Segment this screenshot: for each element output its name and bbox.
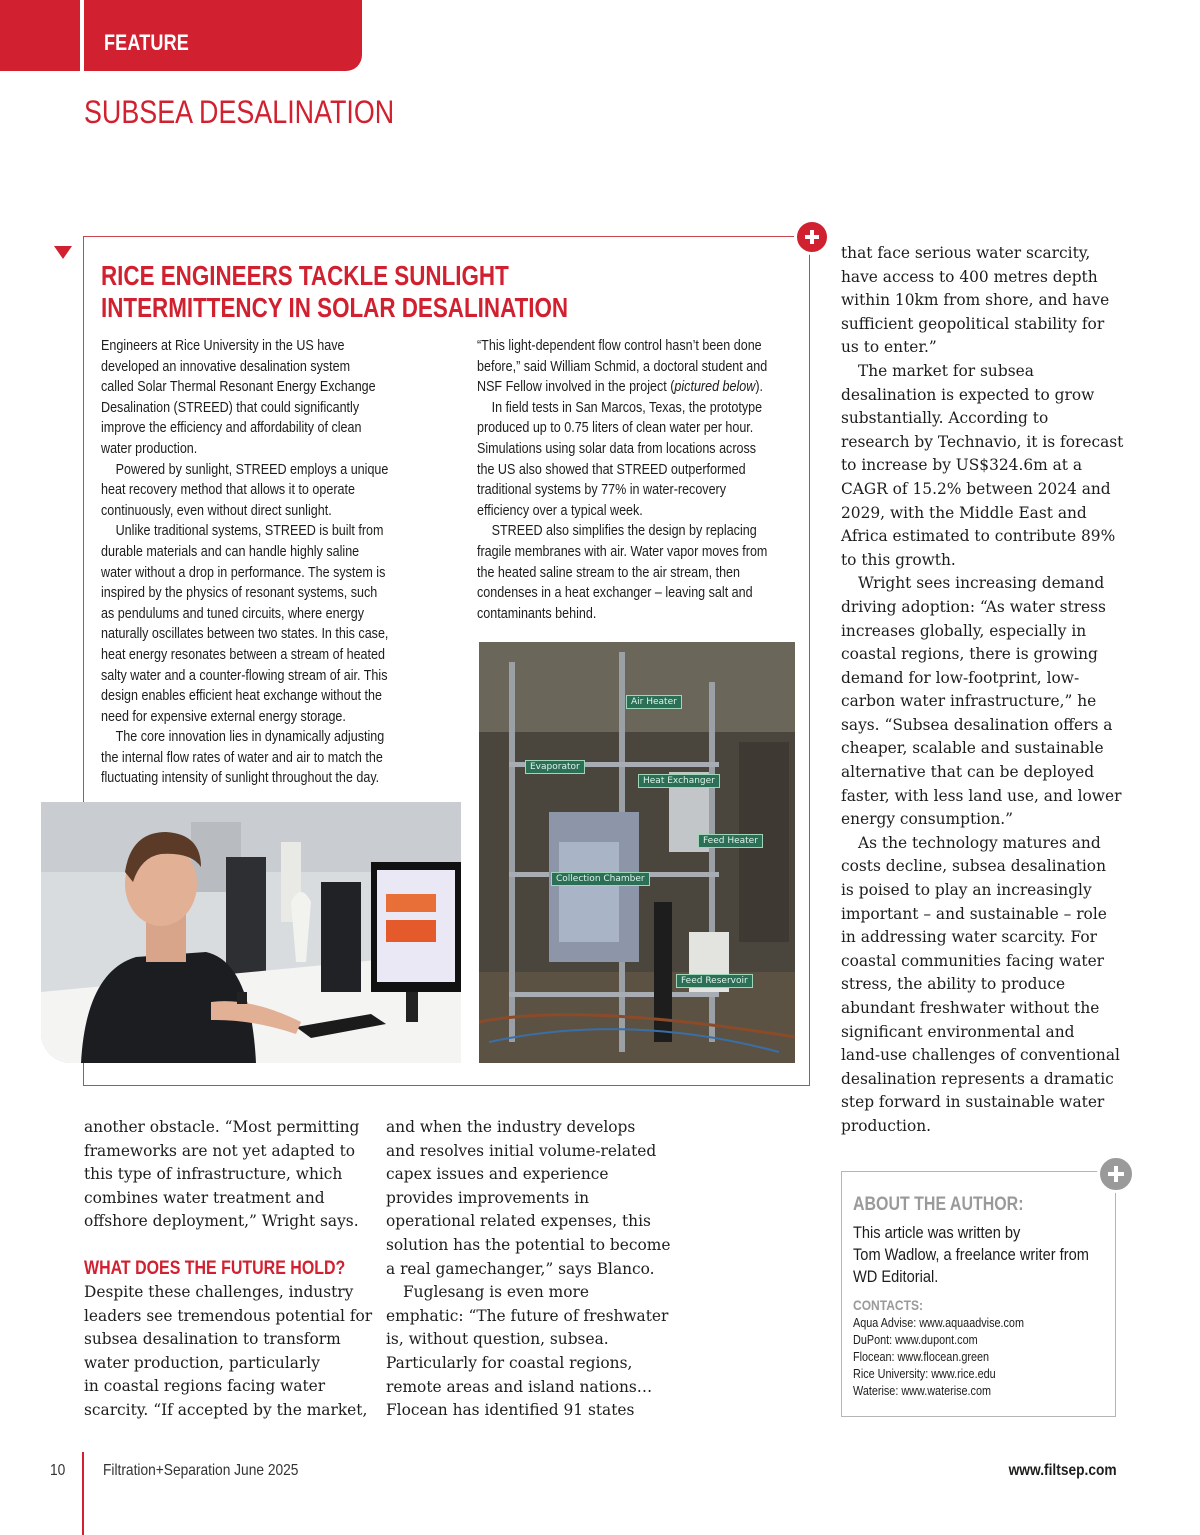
text-line: design enables efficient heat exchange without the <box>101 688 382 705</box>
text-line: naturally oscillates between two states. In this case, <box>101 626 389 643</box>
text-line: emphatic: “The future of freshwater <box>386 1306 669 1325</box>
text-line: salty water and a counter-flowing stream of air. This <box>101 667 388 684</box>
text-line: combines water treatment and <box>84 1188 325 1207</box>
body-column-3 <box>841 242 1123 1139</box>
contact-item: Aqua Advise: www.aquaadvise.com <box>853 1316 1024 1330</box>
body-column-1-bottom <box>84 1281 372 1423</box>
text-line: to this growth. <box>841 550 956 569</box>
body-column-2 <box>386 1116 670 1423</box>
text-line: Fuglesang is even more <box>403 1283 589 1302</box>
tab-divider <box>80 0 84 71</box>
text-line: contaminants behind. <box>477 605 597 622</box>
text-line: is, without question, subsea. <box>386 1330 609 1349</box>
subhead-future: WHAT DOES THE FUTURE HOLD? <box>84 1258 346 1279</box>
sidebar-headline <box>101 260 568 324</box>
text-line: As the technology matures and <box>858 833 1101 852</box>
author-line: Tom Wadlow, a freelance writer from <box>853 1245 1089 1264</box>
page-number: 10 <box>50 1462 66 1479</box>
headline-line: RICE ENGINEERS TACKLE SUNLIGHT <box>101 260 509 291</box>
text-line: cheaper, scalable and sustainable <box>841 739 1104 758</box>
text-line: efficiency over a typical week. <box>477 502 643 519</box>
text-line: called Solar Thermal Resonant Energy Exchange <box>101 379 376 396</box>
text-line: operational related expenses, this <box>386 1212 651 1231</box>
text-line: alternative that can be deployed <box>841 763 1095 782</box>
text-line: significant environmental and <box>841 1022 1075 1041</box>
text-line: durable materials and can handle highly saline <box>101 543 360 560</box>
author-line: This article was written by <box>853 1223 1021 1242</box>
text-line: The core innovation lies in dynamically adjusting <box>115 729 385 746</box>
text-line: provides improvements in <box>386 1188 590 1207</box>
text-line: research by Technavio, it is forecast <box>841 432 1124 451</box>
text-line: the internal flow rates of water and air to match the <box>101 749 383 766</box>
text-line: energy consumption.” <box>841 810 1014 829</box>
text-line: as pendulums and tuned circuits, where energy <box>101 605 365 622</box>
box-marker-triangle-icon <box>54 246 72 259</box>
text-line: In field tests in San Marcos, Texas, the prototype <box>491 399 763 416</box>
text-line: the heated saline stream to the air stream, then <box>477 564 741 581</box>
contact-item: Waterise: www.waterise.com <box>853 1384 992 1398</box>
text-line: says. “Subsea desalination offers a <box>841 715 1113 734</box>
text-line: production. <box>841 1116 932 1135</box>
text-line: heat recovery method that allows it to operate <box>101 482 355 499</box>
contacts-title: CONTACTS: <box>853 1297 924 1313</box>
text-line: subsea desalination to transform <box>84 1330 341 1349</box>
text-line: fluctuating intensity of sunlight throughout the day. <box>101 770 380 787</box>
text-line: abundant freshwater without the <box>841 999 1100 1017</box>
text-line: 2029, with the Middle East and <box>841 503 1087 522</box>
text-line: remote areas and island nations… <box>386 1377 653 1396</box>
text-line: NSF Fellow involved in the project (pictured below). <box>477 379 764 396</box>
text-line: the US also showed that STREED outperformed <box>477 461 746 478</box>
text-line: us to enter.” <box>841 338 937 357</box>
text-line: demand for low-footprint, low- <box>841 668 1080 687</box>
text-line: substantially. According to <box>841 409 1049 428</box>
photo-streed-prototype <box>479 642 795 1063</box>
text-line: stress, the ability to produce <box>841 975 1066 994</box>
text-line: a real gamechanger,” says Blanco. <box>386 1259 655 1278</box>
text-line: Wright sees increasing demand <box>858 574 1105 593</box>
text-line: fragile membranes with air. Water vapor moves from <box>477 543 768 560</box>
text-line: inspired by the physics of resonant systems, such <box>101 585 378 602</box>
contacts-list <box>853 1315 1024 1400</box>
body-column-1-top <box>84 1116 359 1234</box>
text-line: continuously, even without direct sunlight. <box>101 502 332 519</box>
section-tag: FEATURE <box>104 30 189 55</box>
label-heat-exchanger: Heat Exchanger <box>638 774 720 788</box>
text-line: desalination is expected to grow <box>841 385 1095 404</box>
footer-divider <box>82 1452 84 1535</box>
about-author-title: ABOUT THE AUTHOR: <box>853 1194 1024 1215</box>
text-line: desalination represents a dramatic <box>841 1069 1114 1088</box>
text-line: is poised to play an increasingly <box>841 881 1092 900</box>
text-line: The market for subsea <box>858 361 1034 380</box>
label-feed-heater: Feed Heater <box>698 834 763 848</box>
text-line: offshore deployment,” Wright says. <box>84 1212 359 1231</box>
publication-name: Filtration+Separation June 2025 <box>103 1462 299 1479</box>
emphasis-text: pictured below <box>674 379 756 396</box>
text-line: this type of infrastructure, which <box>84 1165 343 1184</box>
author-line: WD Editorial. <box>853 1267 939 1286</box>
text-line: that face serious water scarcity, <box>841 244 1091 262</box>
researcher-photo-illustration <box>41 802 461 1063</box>
text-line: increases globally, especially in <box>841 621 1087 640</box>
text-line: another obstacle. “Most permitting <box>84 1118 360 1136</box>
text-line: scarcity. “If accepted by the market, <box>84 1400 368 1419</box>
label-evaporator: Evaporator <box>525 760 585 774</box>
about-author-text <box>853 1222 1089 1288</box>
photo-researcher-at-desk <box>41 802 461 1063</box>
text-line: solution has the potential to become <box>386 1235 671 1254</box>
text-line: driving adoption: “As water stress <box>841 597 1106 616</box>
text-line: carbon water infrastructure,” he <box>841 692 1097 711</box>
text-line: improve the efficiency and affordability of clean <box>101 420 362 437</box>
text-line: to increase by US$324.6m at a <box>841 456 1083 475</box>
contact-item: Flocean: www.flocean.green <box>853 1350 990 1364</box>
text-line: condenses in a heat exchanger – leaving salt and <box>477 585 753 602</box>
text-line: in coastal regions facing water <box>84 1377 326 1396</box>
text-line: Flocean has identified 91 states <box>386 1401 635 1420</box>
text-line: step forward in sustainable water <box>841 1093 1105 1112</box>
text-line: Powered by sunlight, STREED employs a unique <box>115 461 389 478</box>
text-line: Despite these challenges, industry <box>84 1283 354 1301</box>
text-line: leaders see tremendous potential for <box>84 1306 373 1325</box>
text-line: in addressing water scarcity. For <box>841 928 1098 947</box>
section-title: SUBSEA DESALINATION <box>84 94 395 130</box>
text-line: developed an innovative desalination system <box>101 358 351 375</box>
text-line: Desalination (STREED) that could significantly <box>101 399 360 416</box>
text-line: water production. <box>101 440 198 457</box>
label-air-heater: Air Heater <box>626 695 682 709</box>
text-line: Engineers at Rice University in the US have <box>101 338 345 354</box>
text-line: coastal regions, there is growing <box>841 645 1098 664</box>
text-line: traditional systems by 77% in water-recovery <box>477 482 727 499</box>
contact-item: DuPont: www.dupont.com <box>853 1333 978 1347</box>
label-feed-reservoir: Feed Reservoir <box>676 974 753 988</box>
text-line: land-use challenges of conventional <box>841 1046 1120 1065</box>
label-collection-chamber: Collection Chamber <box>551 872 650 886</box>
text-line: capex issues and experience <box>386 1165 609 1184</box>
text-line: Unlike traditional systems, STREED is built from <box>115 523 384 540</box>
text-line: heat energy resonates between a stream of heated <box>101 646 385 663</box>
text-line: Simulations using solar data from locations across <box>477 440 757 457</box>
website-link[interactable]: www.filtsep.com <box>1008 1462 1117 1479</box>
sidebar-right-column <box>477 336 815 624</box>
plus-icon <box>1097 1155 1135 1193</box>
text-line: important – and sustainable – role <box>841 904 1107 923</box>
plus-icon <box>794 219 830 255</box>
text-line: sufficient geopolitical stability for <box>841 314 1105 333</box>
text-line: coastal communities facing water <box>841 951 1105 970</box>
text-line: water production, particularly <box>84 1353 320 1372</box>
text-line: have access to 400 metres depth <box>841 267 1098 286</box>
text-line: CAGR of 15.2% between 2024 and <box>841 479 1111 498</box>
text-line: STREED also simplifies the design by replacing <box>491 523 757 540</box>
text-line: and resolves initial volume-related <box>386 1141 657 1160</box>
text-line: Particularly for coastal regions, <box>386 1353 633 1372</box>
text-line: and when the industry develops <box>386 1118 636 1136</box>
text-line: produced up to 0.75 liters of clean water per hour. <box>477 420 754 437</box>
text-line: within 10km from shore, and have <box>841 291 1110 310</box>
text-line: need for expensive external energy storage. <box>101 708 346 725</box>
text-line: water without a drop in performance. The system is <box>101 564 386 581</box>
section-tab <box>0 0 362 71</box>
text-line: faster, with less land use, and lower <box>841 786 1122 805</box>
text-line: frameworks are not yet adapted to <box>84 1141 356 1160</box>
text-line: Africa estimated to contribute 89% <box>841 527 1116 546</box>
text-line: costs decline, subsea desalination <box>841 857 1106 876</box>
contact-item: Rice University: www.rice.edu <box>853 1367 996 1381</box>
sidebar-left-column <box>101 336 435 789</box>
headline-line: INTERMITTENCY IN SOLAR DESALINATION <box>101 292 569 323</box>
text-line: before,” said William Schmid, a doctoral student and <box>477 358 768 375</box>
text-line: “This light-dependent flow control hasn’t been done <box>477 338 762 354</box>
